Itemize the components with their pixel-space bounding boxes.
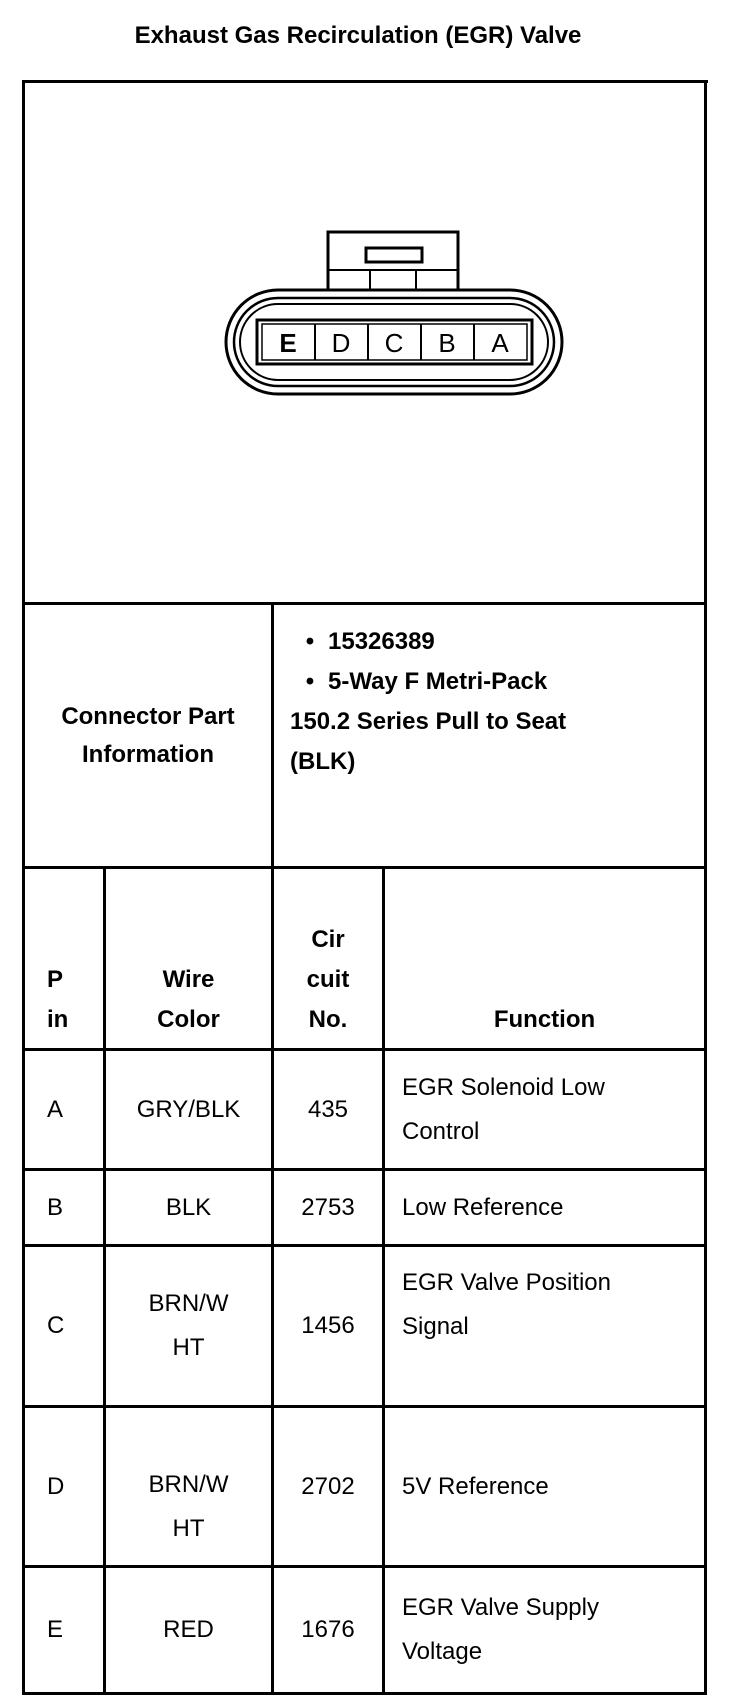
row-b-function-line1: Low Reference [402, 1193, 564, 1221]
header-pin-line2: in [47, 1006, 69, 1033]
row-a-wire-text: GRY/BLK [136, 1095, 241, 1123]
header-circuit-line2: cuit [306, 966, 350, 993]
row-c-pin: C [47, 1312, 65, 1339]
row-c-function-line2: Signal [402, 1313, 469, 1340]
row-a-function-line1: EGR Solenoid Low [402, 1073, 605, 1101]
header-function-label: Function [493, 1006, 596, 1033]
row-d-function [385, 1408, 704, 1565]
pin-label-d: D [331, 328, 351, 358]
pin-label-a: A [491, 328, 509, 358]
row-c-function-line1: EGR Valve Position [402, 1269, 611, 1296]
header-wire-line1: Wire [162, 966, 215, 993]
row-c-wire [106, 1247, 271, 1405]
bullet-2: • [305, 668, 315, 695]
row-b-pin: B [47, 1193, 64, 1221]
row-e-wire-text: RED [163, 1616, 214, 1643]
header-function [385, 869, 704, 1048]
row-e-circuit: 1676 [301, 1616, 355, 1643]
header-wire-line2: Color [157, 1006, 220, 1033]
connector-type: 5-Way F Metri-Pack [328, 668, 548, 695]
connector-info-label [25, 605, 271, 866]
row-a-wire [106, 1051, 271, 1168]
row-b-circuit: 2753 [301, 1193, 355, 1221]
row-a-pin: A [47, 1095, 64, 1123]
header-pin-line1: P [47, 966, 64, 993]
connector-info-item [292, 662, 692, 702]
header-pin [25, 869, 103, 1048]
row-c-circuit: 1456 [301, 1312, 355, 1339]
row-e-function-line2: Voltage [402, 1638, 483, 1665]
connector-info-item [292, 622, 692, 662]
row-a-circuit: 435 [307, 1095, 349, 1123]
row-b-function [385, 1171, 704, 1244]
connector-latch-slot [366, 248, 422, 262]
row-c-wire-line1: BRN/W [148, 1290, 229, 1317]
connector-info-details [292, 622, 692, 782]
row-e-function-line1: EGR Valve Supply [402, 1594, 599, 1621]
row-e-wire [106, 1568, 271, 1692]
page-title: Exhaust Gas Recirculation (EGR) Valve [134, 22, 582, 49]
row-d-wire [106, 1408, 271, 1565]
row-b-wire-text: BLK [165, 1193, 212, 1221]
row-a-function-line2: Control [402, 1117, 480, 1145]
row-a-function [385, 1051, 704, 1168]
row-c-function [385, 1247, 704, 1405]
connector-part-number: 15326389 [328, 628, 435, 655]
header-circuit-no [274, 869, 382, 1048]
connector-info-continuation-1: 150.2 Series Pull to Seat [290, 708, 567, 735]
connector-diagram [220, 222, 580, 422]
row-c-wire-line2: HT [172, 1334, 205, 1361]
bullet-1: • [305, 628, 315, 655]
connector-info-label-line1: Connector Part [61, 702, 235, 730]
row-d-circuit: 2702 [301, 1472, 355, 1500]
row-e-function [385, 1568, 704, 1692]
row-d-wire-line2: HT [172, 1514, 205, 1542]
header-circuit-line3: No. [308, 1006, 348, 1033]
row-b-wire [106, 1171, 271, 1244]
frame-right-border [704, 80, 707, 1695]
connector-info-label-line2: Information [82, 740, 214, 768]
pin-label-b: B [438, 328, 456, 358]
row-d-function-line1: 5V Reference [402, 1472, 549, 1500]
header-circuit-line1: Cir [311, 926, 345, 953]
connector-info-continuation-2: (BLK) [290, 748, 356, 775]
row-d-pin: D [47, 1472, 65, 1500]
pin-label-e: E [279, 328, 297, 358]
pin-label-c: C [384, 328, 404, 358]
frame-bottom-border [22, 1692, 707, 1695]
row-e-pin: E [47, 1616, 64, 1643]
header-wire-color [106, 869, 271, 1048]
row-d-wire-line1: BRN/W [148, 1470, 229, 1498]
